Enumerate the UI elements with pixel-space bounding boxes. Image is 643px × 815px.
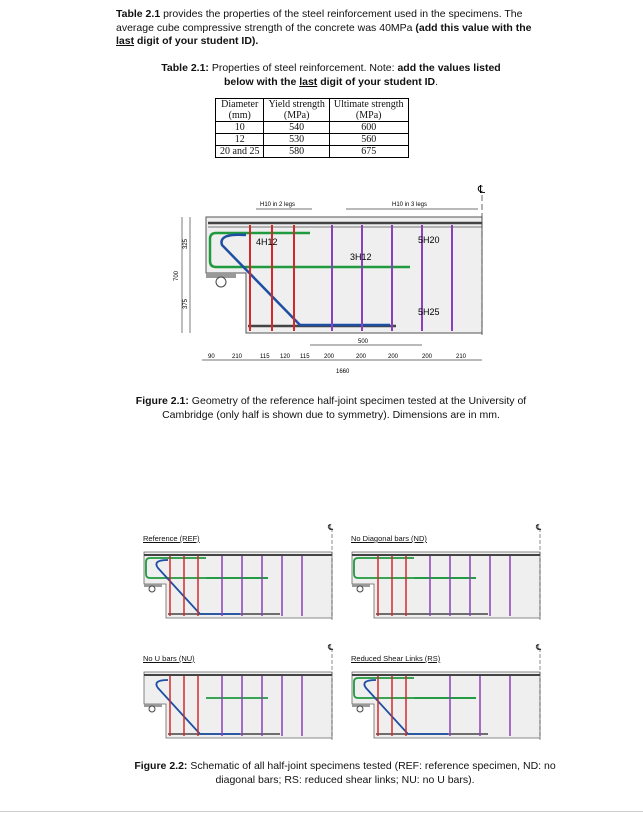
table-header-row [216,99,409,122]
table-cell: 600 [329,122,408,134]
table-cell: 20 and 25 [216,146,264,158]
dim-value: 200 [356,354,367,360]
panel-nu [140,640,340,755]
panel-label: No U bars (NU) [143,654,195,663]
table-cell: 675 [329,146,408,158]
page-bottom-rule [0,811,643,812]
dim-1660: 1660 [336,369,350,375]
intro-paragraph [116,8,546,49]
bearing-roller [357,586,363,592]
panel-label: Reduced Shear Links (RS) [351,654,441,663]
table-cell: 12 [216,134,264,146]
table-caption-text: Properties of steel reinforcement. Note: [208,62,398,74]
panel-label: No Diagonal bars (ND) [351,534,427,543]
table-cell: 10 [216,122,264,134]
dim-value: 115 [300,354,310,360]
table-cell: 560 [329,134,408,146]
table-caption-label: Table 2.1: [161,62,209,74]
concrete-outline [352,552,540,618]
bearing-roller [149,706,155,712]
dim-value: 90 [208,354,215,360]
dim-value: 210 [232,354,243,360]
figure-2-2-text: Schematic of all half-joint specimens tested (REF: reference specimen, ND: no diagonal bars; RS: reduced shear links; NU: no U bars). [187,760,556,786]
header-diameter: Diameter (mm) [216,99,264,122]
concrete-outline [144,552,332,618]
concrete-outline [206,217,482,333]
table-caption: Table 2.1: Properties of steel reinforcement. Note: add the values listed below with the last digit of your student ID. [161,62,501,88]
label-5h20: 5H20 [418,235,440,245]
intro-bold: (add this value with the last digit of your student ID). [116,21,532,47]
table-row [216,122,409,134]
table-caption-bold: add the values listed below with the last digit of your student ID [223,62,501,88]
table-row [216,146,409,158]
figure-2-2-label: Figure 2.2: [134,760,188,772]
panel-nd [348,520,548,635]
centerline-symbol: ℄ [536,643,542,652]
dim-value: 210 [456,354,467,360]
concrete-outline [352,672,540,738]
table-row [216,134,409,146]
label-3h12: 3H12 [350,252,372,262]
panel-label: Reference (REF) [143,534,200,543]
bearing-roller [357,706,363,712]
intro-text: provides the properties of the steel reinforcement used in the specimens. The average cube compressive strength of the concrete was 40MPa [116,8,523,34]
header-yield: Yield strength (MPa) [264,99,329,122]
centerline-symbol: ℄ [328,523,334,532]
centerline-symbol: ℄ [536,523,542,532]
label-h10-2legs: H10 in 2 legs [260,202,296,208]
figure-2-1-caption [116,395,546,422]
dim-700: 700 [174,270,180,281]
dim-value: 200 [388,354,399,360]
label-5h25: 5H25 [418,307,440,317]
centerline-symbol: ℄ [328,643,334,652]
dim-500: 500 [358,339,369,345]
panel-rs [348,640,548,755]
concrete-outline [144,672,332,738]
bottom-dims [208,354,467,360]
dim-value: 200 [324,354,335,360]
figure-2-1-text: Geometry of the reference half-joint specimen tested at the University of Cambridge (only half is shown due to symmetry). Dimensions are in mm. [162,395,527,421]
dim-value: 120 [280,354,291,360]
figure-2-1-label: Figure 2.1: [135,395,189,407]
table-ref: Table 2.1 [116,8,161,20]
label-4h12: 4H12 [256,237,278,247]
steel-properties-table [215,98,409,158]
table-cell: 530 [264,134,329,146]
bearing-roller [149,586,155,592]
dim-325: 325 [183,238,189,249]
table-cell: 540 [264,122,329,134]
figure-2-2-caption [130,760,560,787]
dim-375: 375 [183,298,189,309]
table-cell: 580 [264,146,329,158]
dim-value: 200 [422,354,433,360]
label-h10-3legs: H10 in 3 legs [392,202,428,208]
bearing-roller [216,277,226,287]
header-ultimate: Ultimate strength (MPa) [329,99,408,122]
centerline-symbol: ℄ [478,185,486,196]
dim-value: 115 [260,354,270,360]
panel-ref [140,520,340,635]
figure-2-1-half-joint-diagram [160,185,500,380]
